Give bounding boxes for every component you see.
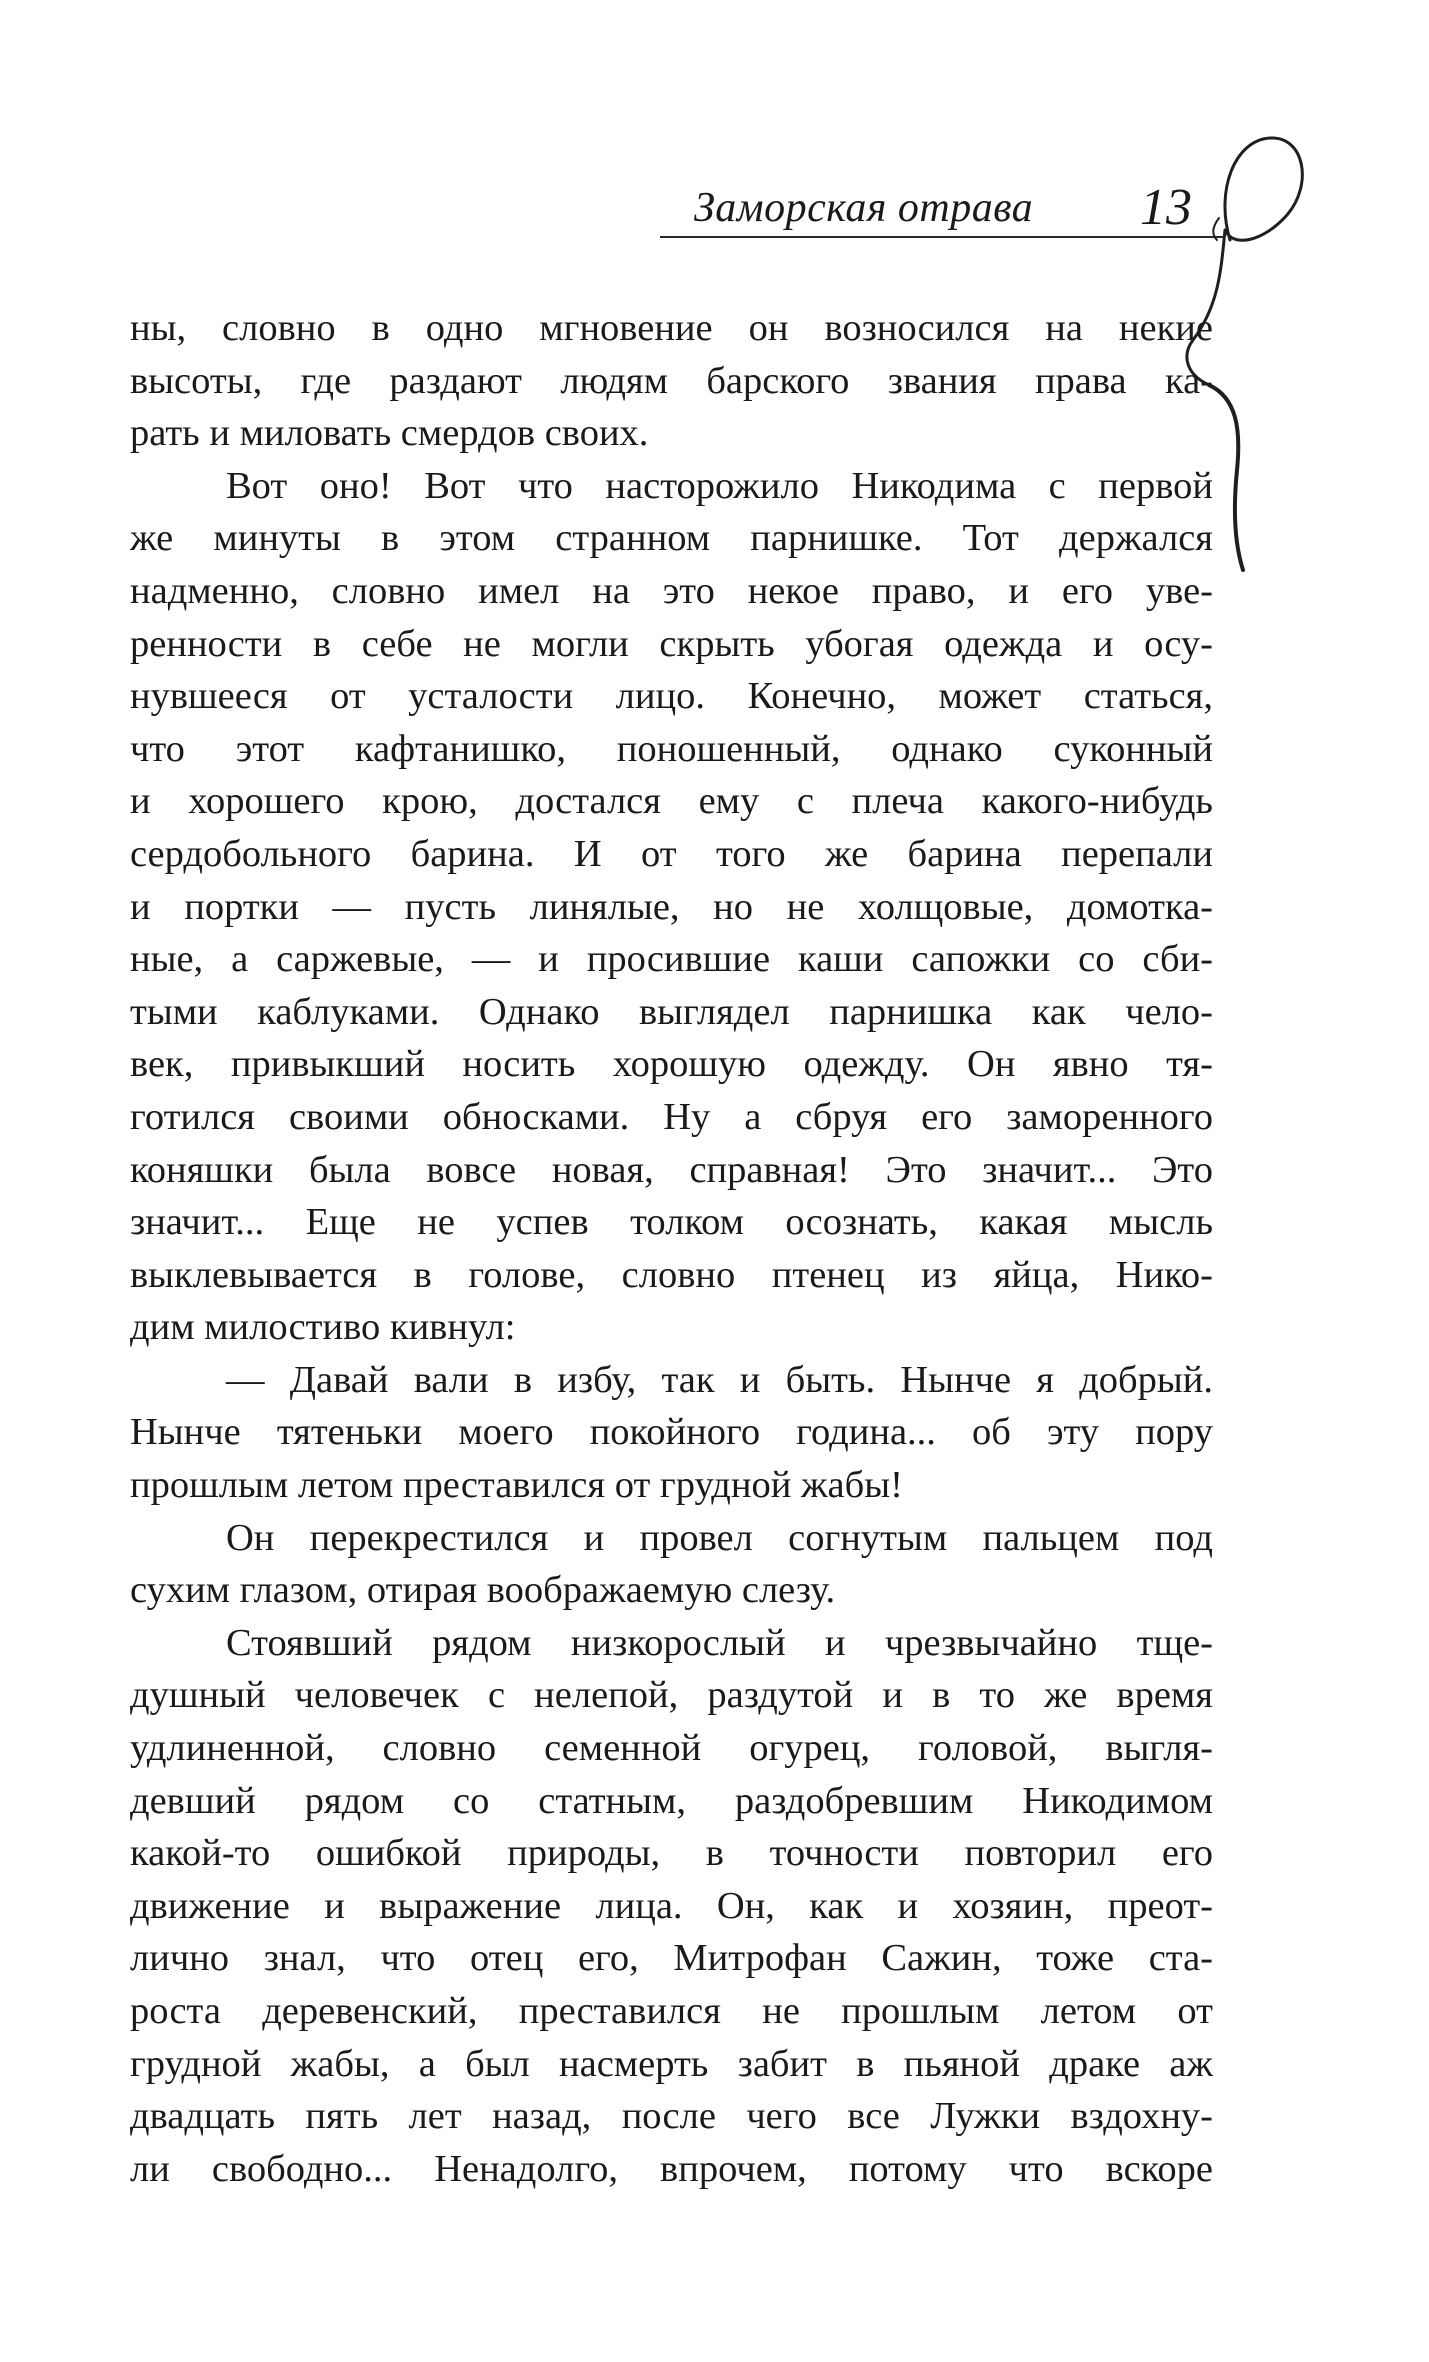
- page-number: 13: [1140, 179, 1192, 236]
- running-title: Заморская отрава: [694, 185, 1034, 231]
- header-rule: [660, 236, 1225, 238]
- text-line: коняшки была вовсе новая, справная! Это значит... Это: [130, 1148, 1213, 1191]
- text-line: ренности в себе не могли скрыть убогая одежда и осу-: [130, 622, 1213, 665]
- text-line: ны, словно в одно мгновение он возносился на некие: [130, 307, 1213, 349]
- text-line: дим милостиво кивнул:: [130, 1306, 516, 1349]
- text-line: роста деревенский, преставился не прошлым летом от: [130, 1990, 1213, 2032]
- text-line: тыми каблуками. Однако выглядел парнишка как чело-: [130, 990, 1213, 1033]
- running-head: [0, 178, 1220, 238]
- text-line: Он перекрестился и провел согнутым пальцем под: [226, 1516, 1213, 1559]
- text-line: — Давай вали в избу, так и быть. Нынче я добрый.: [226, 1358, 1213, 1401]
- text-line: грудной жабы, а был насмерть забит в пьяной драке аж: [130, 2042, 1213, 2085]
- text-line: движение и выражение лица. Он, как и хозяин, преот-: [130, 1884, 1213, 1927]
- body-text: [130, 302, 1213, 2195]
- text-line: рать и миловать смердов своих.: [130, 412, 649, 455]
- text-line: что этот кафтанишко, поношенный, однако суконный: [130, 727, 1213, 770]
- text-line: девший рядом со статным, раздобревшим Никодимом: [130, 1779, 1213, 1822]
- text-line: и портки — пусть линялые, но не холщовые, домотка-: [130, 885, 1213, 928]
- text-line: и хорошего крою, достался ему с плеча какого-нибудь: [130, 780, 1213, 823]
- text-line: Стоявший рядом низкорослый и чрезвычайно тще-: [226, 1621, 1213, 1664]
- text-line: ные, а саржевые, — и просившие каши сапожки со сби-: [130, 938, 1213, 981]
- text-line: надменно, словно имел на это некое право, и его уве-: [130, 569, 1213, 612]
- text-line: двадцать пять лет назад, после чего все Лужки вздохну-: [130, 2095, 1213, 2138]
- text-line: же минуты в этом странном парнишке. Тот держался: [130, 517, 1213, 560]
- text-line: ли свободно... Ненадолго, впрочем, потому что вскоре: [130, 2147, 1213, 2190]
- text-line: лично знал, что отец его, Митрофан Сажин, тоже ста-: [130, 1937, 1213, 1980]
- text-line: Нынче тятеньки моего покойного година... об эту пору: [130, 1411, 1213, 1454]
- text-line: какой-то ошибкой природы, в точности повторил его: [130, 1832, 1213, 1875]
- text-line: готился своими обносками. Ну а сбруя его заморенного: [130, 1095, 1213, 1138]
- text-line: выклевывается в голове, словно птенец из яйца, Нико-: [130, 1253, 1213, 1296]
- text-line: сердобольного барина. И от того же барина перепали: [130, 832, 1213, 875]
- text-line: нувшееся от усталости лицо. Конечно, может статься,: [130, 675, 1213, 718]
- text-line: век, привыкший носить хорошую одежду. Он явно тя-: [130, 1043, 1213, 1086]
- text-line: удлиненной, словно семенной огурец, головой, выгля-: [130, 1727, 1213, 1770]
- text-line: Вот оно! Вот что насторожило Никодима с первой: [226, 464, 1213, 507]
- text-line: душный человечек с нелепой, раздутой и в то же время: [130, 1674, 1213, 1717]
- text-line: прошлым летом преставился от грудной жабы!: [130, 1464, 903, 1507]
- text-line: значит... Еще не успев толком осознать, какая мысль: [130, 1201, 1213, 1244]
- text-line: сухим глазом, отирая воображаемую слезу.: [130, 1569, 836, 1612]
- text-line: высоты, где раздают людям барского звания права ка-: [130, 359, 1213, 402]
